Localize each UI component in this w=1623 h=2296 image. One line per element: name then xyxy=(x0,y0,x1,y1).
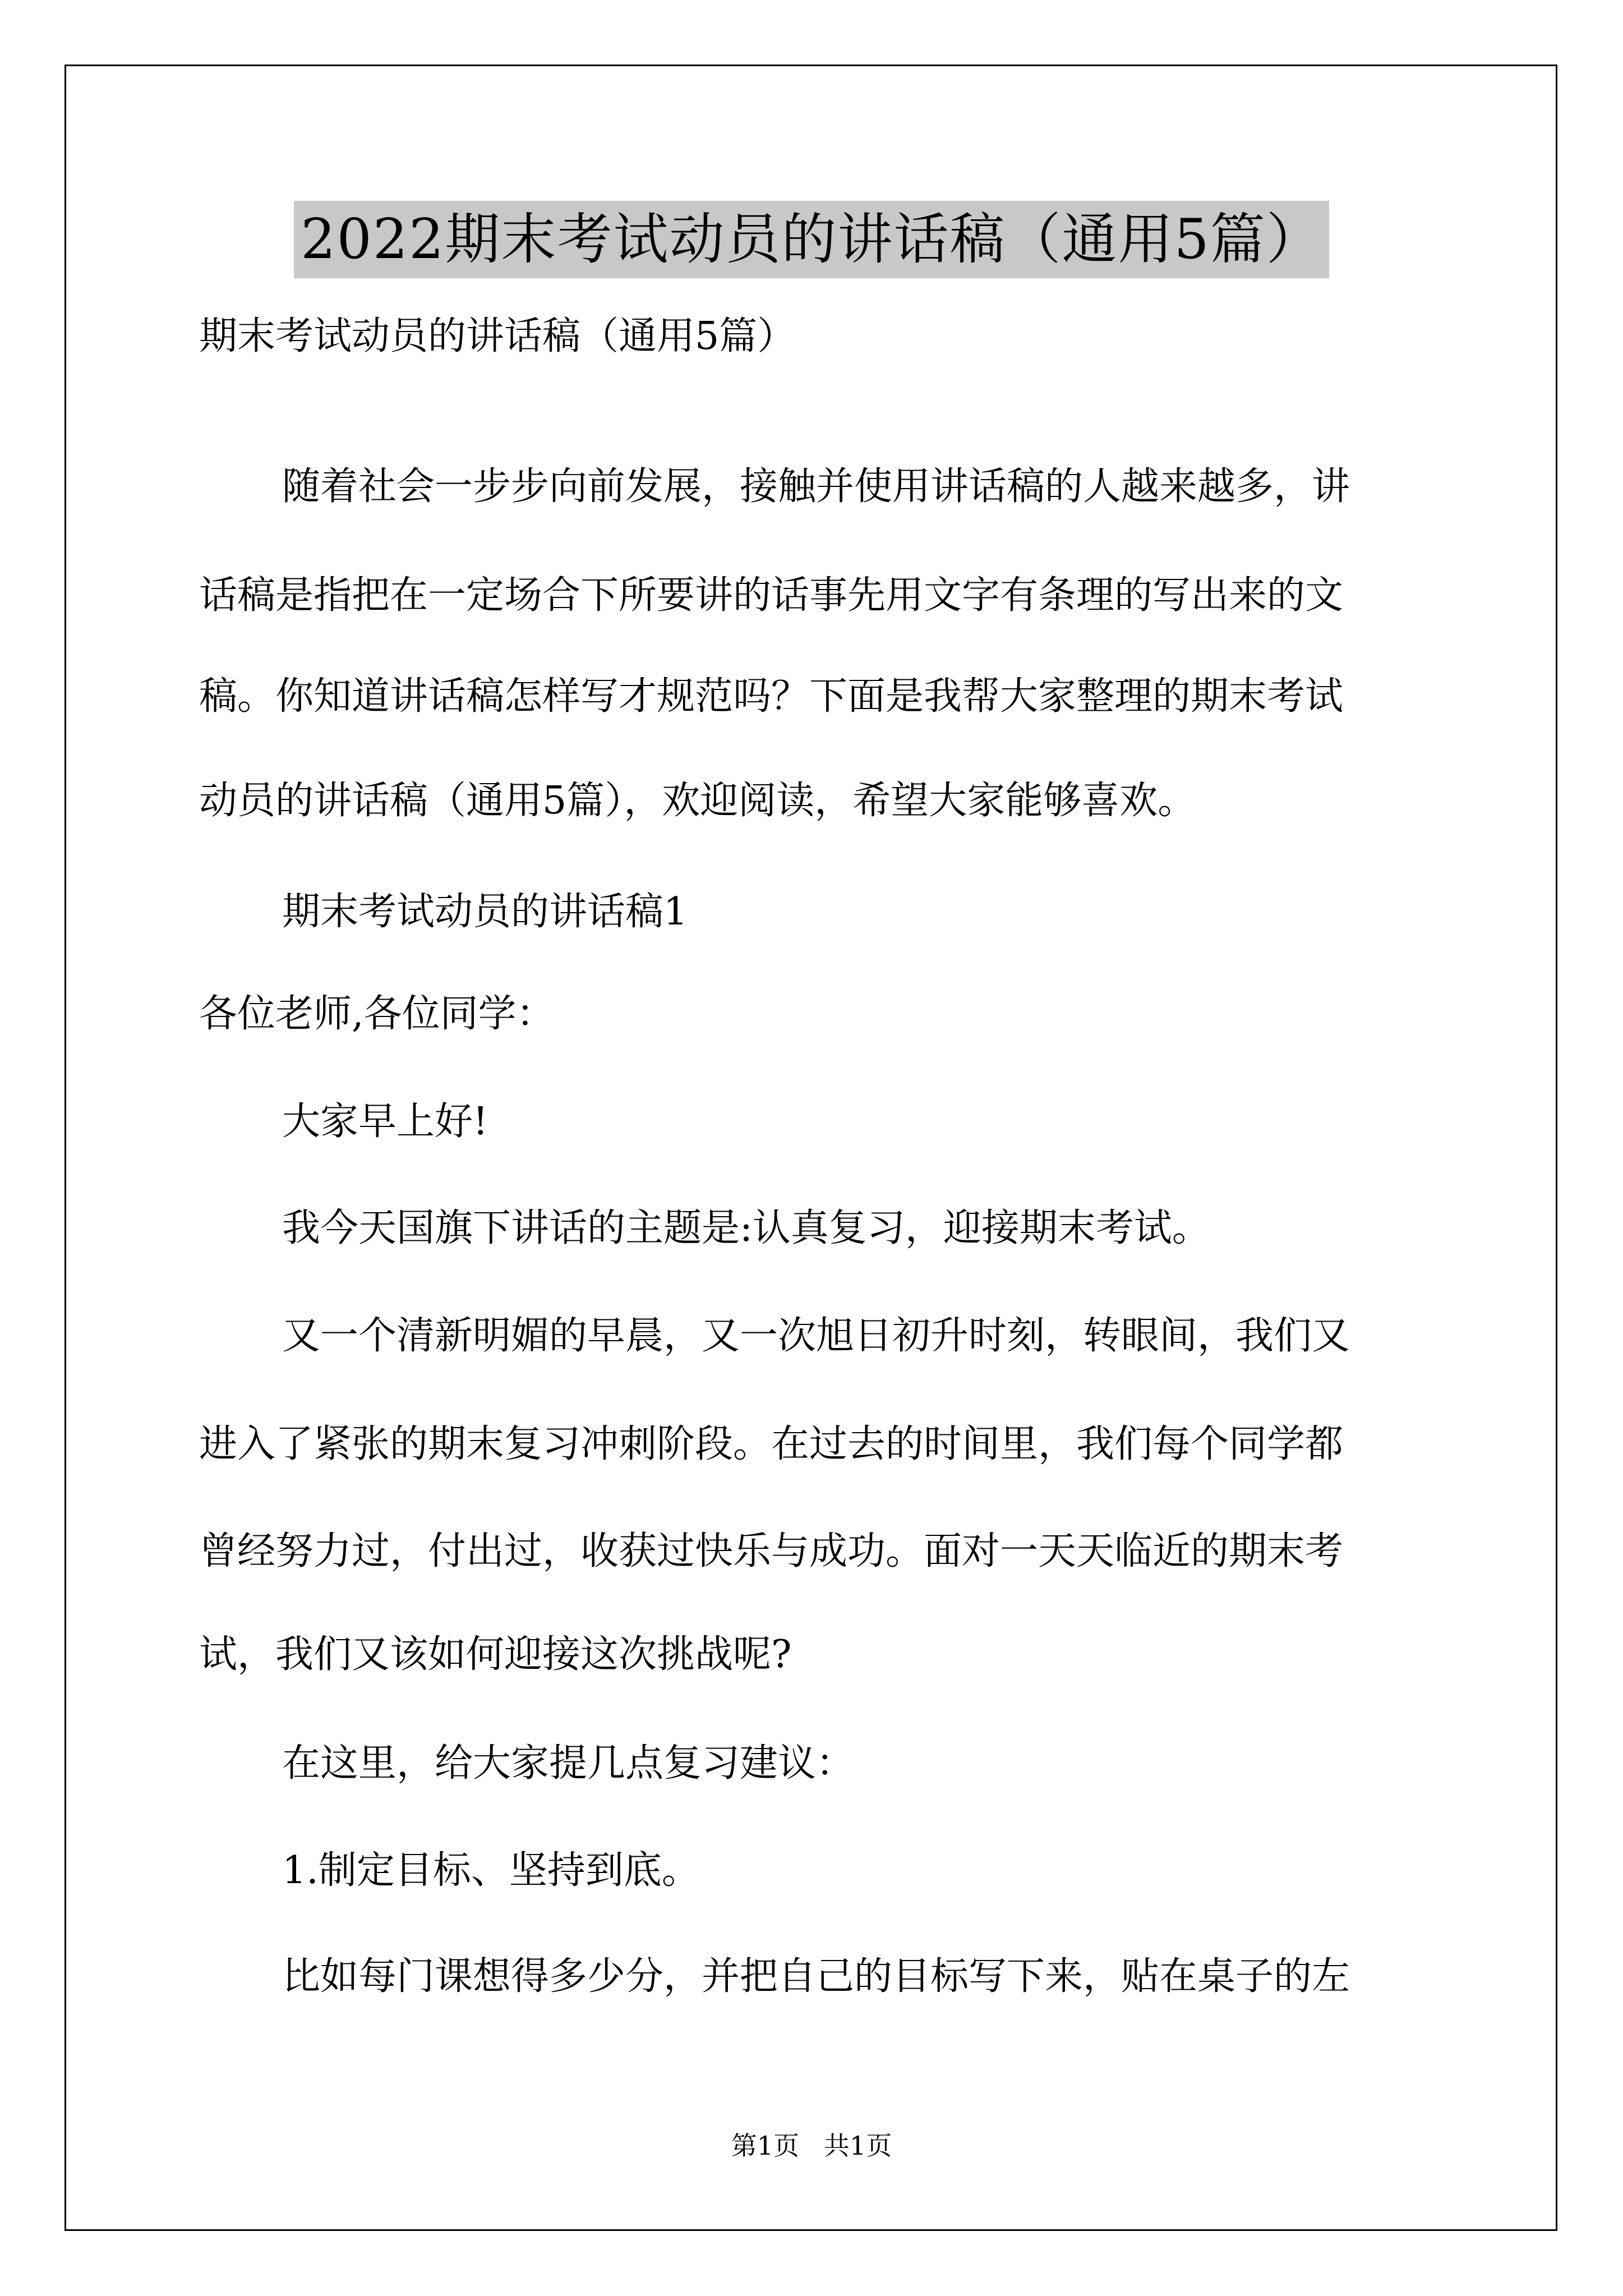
paragraph-line: 又一个清新明媚的早晨，又一次旭日初升时刻，转眼间，我们又 xyxy=(282,1314,1350,1358)
paragraph-line: 稿。你知道讲话稿怎样写才规范吗？下面是我帮大家整理的期末考试 xyxy=(199,674,1344,719)
greeting-line: 大家早上好! xyxy=(282,1099,488,1144)
paragraph-line: 比如每门课想得多少分，并把自己的目标写下来，贴在桌子的左 xyxy=(282,1954,1350,1999)
paragraph-line: 试，我们又该如何迎接这次挑战呢? xyxy=(199,1632,792,1677)
document-title: 2022期末考试动员的讲话稿（通用5篇） xyxy=(294,201,1329,278)
subtitle-line: 期末考试动员的讲话稿（通用5篇） xyxy=(199,314,796,358)
salutation-line: 各位老师,各位同学： xyxy=(199,992,555,1036)
paragraph-line: 在这里，给大家提几点复习建议： xyxy=(282,1741,855,1786)
paragraph-line: 话稿是指把在一定场合下所要讲的话事先用文字有条理的写出来的文 xyxy=(199,573,1344,618)
title-container xyxy=(0,201,1623,278)
section-heading: 期末考试动员的讲话稿1 xyxy=(282,890,688,934)
page-border xyxy=(64,65,1557,2231)
list-item: 1.制定目标、坚持到底。 xyxy=(282,1848,700,1893)
paragraph-line: 随着社会一步步向前发展，接触并使用讲话稿的人越来越多，讲 xyxy=(282,464,1350,509)
paragraph-line: 曾经努力过，付出过，收获过快乐与成功。面对一天天临近的期末考 xyxy=(199,1529,1344,1573)
page-footer: 第1页 共1页 xyxy=(731,2131,892,2161)
paragraph-line: 进入了紧张的期末复习冲刺阶段。在过去的时间里，我们每个同学都 xyxy=(199,1422,1344,1466)
paragraph-line: 我今天国旗下讲话的主题是:认真复习，迎接期末考试。 xyxy=(282,1206,1210,1250)
paragraph-line: 动员的讲话稿（通用5篇），欢迎阅读，希望大家能够喜欢。 xyxy=(199,779,1196,823)
